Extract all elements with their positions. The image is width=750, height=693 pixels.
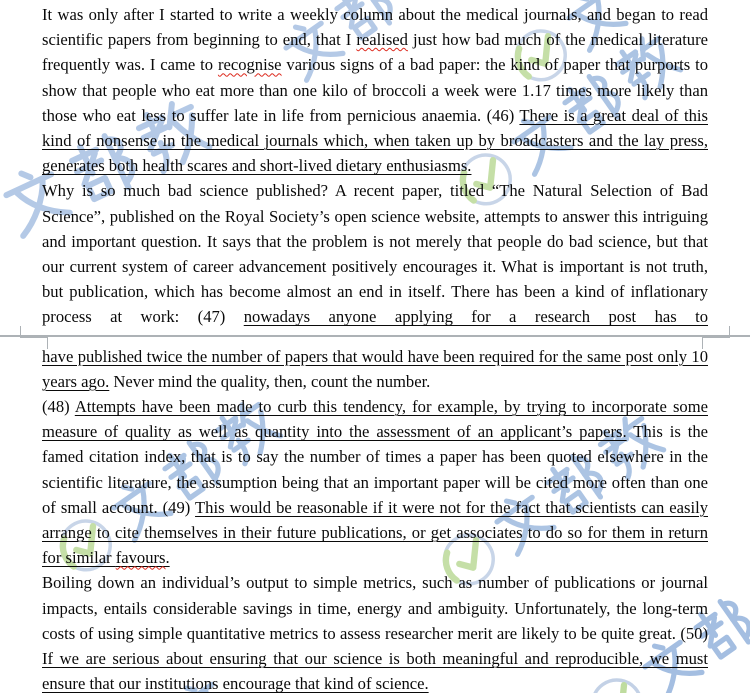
- answer-underline-segment: .: [165, 548, 170, 568]
- text-segment: (48): [42, 397, 75, 417]
- page-break-divider: [0, 331, 750, 343]
- paragraph: [42, 394, 708, 570]
- page-2-text: [42, 344, 708, 693]
- page-bottom-corner-right: [729, 326, 730, 335]
- page-bottom-corner-left: [20, 326, 21, 335]
- text-segment: Boiling down an individual’s output to simple metrics, such as number of publications or journal impacts, entails considerable savings in time, energy and ambiguity. Unfortunately, the long-term costs of using simple quantitative metrics to assess researcher merit are likely to be quite great. (50): [42, 573, 708, 643]
- spellcheck-word: recognise: [217, 55, 282, 75]
- text-segment: This is the famed citation index, that is to say the number of times a paper has been quoted elsewhere in the scientific literature, the assumption being that an important paper will be cited more often than one of small account. (49): [42, 422, 708, 517]
- page-break-line: [0, 335, 750, 337]
- answer-underline-segment: This would be reasonable if it were not for the fact that scientists can easily arrange to cite themselves in their future publications, or get associates to do so for them in return for similar: [42, 497, 708, 568]
- text-segment: various signs of a bad paper: the kind of paper that purports to show that people who eat more than one kilo of broccoli a week were 1.17 times more likely than those who eat less to suffer late in life from pernicious anaemia. (46): [42, 55, 708, 125]
- answer-underline-segment: have published twice the number of papers that would have been required for the same post only 10 years ago.: [42, 346, 708, 391]
- answer-underline-segment: nowadays anyone applying for a research post has to: [243, 307, 708, 327]
- answer-underline-segment: If we are serious about ensuring that our science is both meaningful and reproducible, we must ensure that our institutions encourage that kind of science.: [42, 649, 708, 693]
- spellcheck-word: favours: [115, 548, 166, 568]
- paragraph: [42, 178, 708, 329]
- text-segment: Never mind the quality, then, count the number.: [109, 371, 431, 391]
- page-top-corner-left: [20, 337, 48, 349]
- spellcheck-word: realised: [356, 30, 408, 50]
- answer-underline-segment: [116, 548, 166, 567]
- page-1-text: [42, 2, 708, 330]
- paragraph: [42, 2, 708, 178]
- page-top-corner-right: [702, 337, 730, 349]
- document-text: [42, 2, 708, 693]
- answer-underline-segment: Attempts have been made to curb this tendency, for example, by trying to incorporate some measure of quality as well as quantity into the assessment of an applicant’s papers.: [42, 397, 708, 442]
- text-segment: Why is so much bad science published? A recent paper, titled “The Natural Selection of Bad Science”, published on the Royal Society’s open science website, attempts to answer this intriguing and important question. It says that the problem is not merely that people do bad science, but that our current system of career advancement positively encourages it. What is important is not truth, but publication, which has become almost an end in itself. There has been a kind of inflationary process at work: (47): [42, 181, 708, 327]
- paragraph: [42, 344, 708, 394]
- text-segment: It was only after I started to write a weekly column about the medical journals, and began to read scientific papers from beginning to end, that I: [42, 5, 708, 50]
- answer-underline-segment: There is a great deal of this kind of nonsense in the medical journals which, when taken up by broadcasters and the lay press, generates both health scares and short-lived dietary enthusiasms.: [42, 105, 708, 176]
- paragraph: [42, 570, 708, 693]
- text-segment: just how bad much of the medical literature frequently was. I came to: [42, 30, 708, 75]
